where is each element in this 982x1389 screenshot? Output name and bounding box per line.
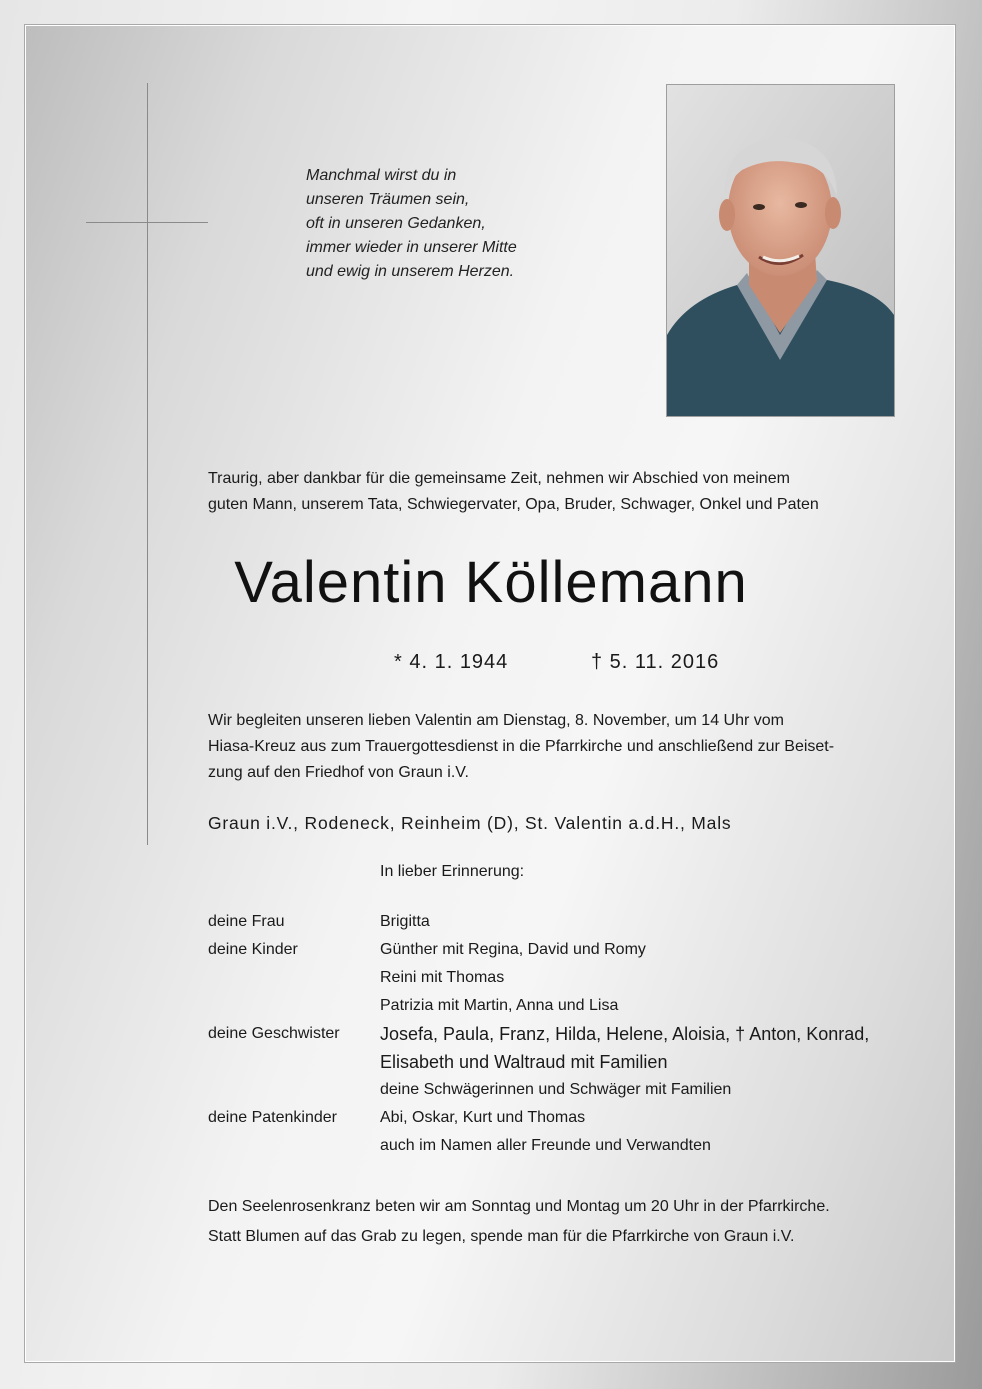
memory-heading: In lieber Erinnerung: [380, 863, 525, 880]
poem-line: oft in unseren Gedanken, [306, 215, 486, 232]
family-names: deine Schwägerinnen und Schwäger mit Familien [380, 1081, 732, 1098]
family-names: Patrizia mit Martin, Anna und Lisa [380, 997, 619, 1014]
death-date: † 5. 11. 2016 [591, 651, 720, 673]
intro-line: guten Mann, unserem Tata, Schwiegervater, Opa, Bruder, Schwager, Onkel und Paten [208, 496, 819, 513]
poem [306, 164, 626, 284]
family-row [208, 908, 908, 936]
family-names: Abi, Oskar, Kurt und Thomas [380, 1109, 586, 1126]
family-row [208, 1076, 908, 1104]
family-names: Josefa, Paula, Franz, Hilda, Helene, Aloisia, † Anton, Konrad, [380, 1024, 870, 1044]
family-relation: deine Frau [208, 913, 285, 930]
service-text [208, 708, 898, 786]
footer-line: Statt Blumen auf das Grab zu legen, spende man für die Pfarrkirche von Graun i.V. [208, 1228, 795, 1245]
footer-line: Den Seelenrosenkranz beten wir am Sonntag und Montag um 20 Uhr in der Pfarrkirche. [208, 1198, 830, 1215]
family-row [208, 964, 908, 992]
service-line: Wir begleiten unseren lieben Valentin am Dienstag, 8. November, um 14 Uhr vom [208, 712, 784, 729]
family-names: Reini mit Thomas [380, 969, 505, 986]
intro-text [208, 466, 898, 518]
intro-line: Traurig, aber dankbar für die gemeinsame Zeit, nehmen wir Abschied von meinem [208, 470, 790, 487]
family-list [208, 908, 908, 1160]
family-names: Günther mit Regina, David und Romy [380, 941, 646, 958]
family-names: Brigitta [380, 913, 430, 930]
family-row [208, 1020, 908, 1048]
portrait-illustration [667, 85, 894, 416]
cross-horizontal-bar [86, 222, 208, 223]
family-row [208, 1104, 908, 1132]
poem-line: immer wieder in unserer Mitte [306, 239, 517, 256]
portrait-photo [666, 84, 895, 417]
poem-line: unseren Träumen sein, [306, 191, 470, 208]
service-line: Hiasa-Kreuz aus zum Trauergottesdienst in die Pfarrkirche und anschließend zur Beiset- [208, 738, 835, 755]
poem-line: und ewig in unserem Herzen. [306, 263, 515, 280]
footer-text [208, 1192, 908, 1252]
family-row [208, 1048, 908, 1076]
places-line: Graun i.V., Rodeneck, Reinheim (D), St. Valentin a.d.H., Mals [208, 813, 732, 833]
family-row [208, 936, 908, 964]
family-relation: deine Kinder [208, 941, 298, 958]
family-row [208, 1132, 908, 1160]
birth-date: * 4. 1. 1944 [394, 651, 509, 673]
family-names: Elisabeth und Waltraud mit Familien [380, 1052, 668, 1072]
deceased-name: Valentin Köllemann [234, 550, 748, 615]
family-row [208, 992, 908, 1020]
service-line: zung auf den Friedhof von Graun i.V. [208, 764, 469, 781]
family-names: auch im Namen aller Freunde und Verwandten [380, 1137, 711, 1154]
family-relation: deine Geschwister [208, 1025, 340, 1042]
poem-line: Manchmal wirst du in [306, 167, 457, 184]
cross-vertical-bar [147, 83, 148, 845]
family-relation: deine Patenkinder [208, 1109, 337, 1126]
